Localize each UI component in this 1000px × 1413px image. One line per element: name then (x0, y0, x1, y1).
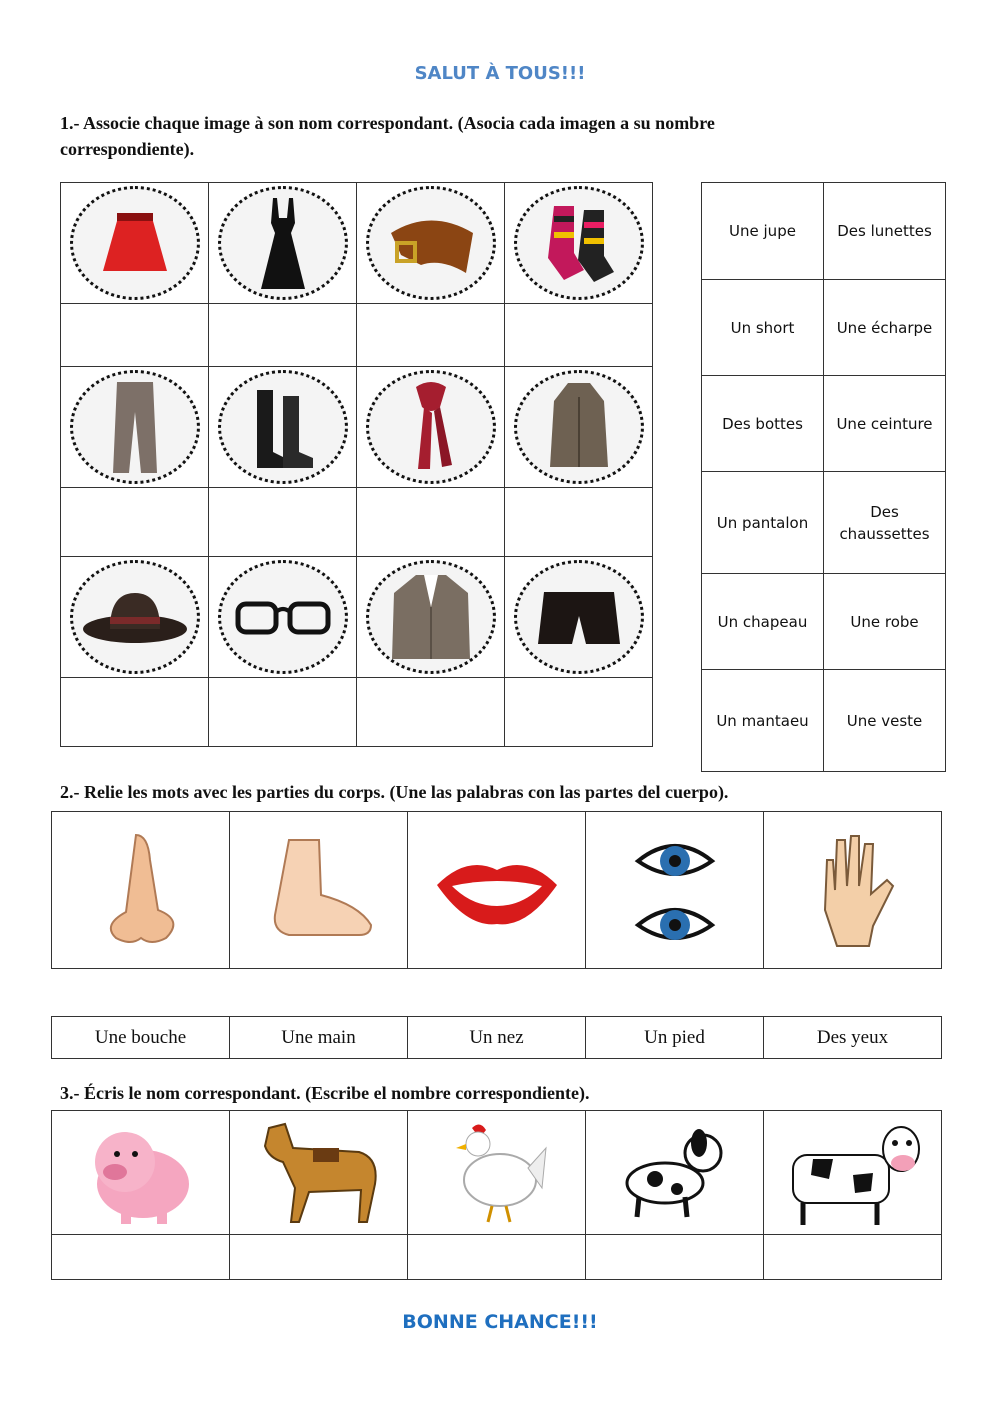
image-cell (52, 1111, 230, 1235)
word-bank-item: Un short (702, 280, 824, 376)
image-cell (586, 1111, 764, 1235)
image-cell (764, 812, 942, 969)
horse-icon (230, 1118, 407, 1228)
answer-cell[interactable] (209, 678, 357, 747)
page-title: SALUT À TOUS!!! (414, 63, 586, 84)
jacket-icon (366, 560, 496, 674)
image-cell (505, 557, 653, 678)
image-cell (61, 367, 209, 488)
image-cell (505, 183, 653, 304)
image-cell (505, 367, 653, 488)
answer-cell[interactable] (408, 1235, 586, 1280)
dress-icon (218, 186, 348, 300)
word-bank-item: Une veste (824, 670, 946, 772)
image-cell (764, 1111, 942, 1235)
answer-cell[interactable] (209, 304, 357, 367)
image-cell (357, 367, 505, 488)
belt-icon (366, 186, 496, 300)
image-cell (230, 812, 408, 969)
word-bank-item: Des lunettes (824, 183, 946, 280)
word-cell: Des yeux (764, 1017, 942, 1059)
image-cell (357, 557, 505, 678)
instruction-1-line1: 1.- Associe chaque image à son nom correspondant. (Asocia cada imagen a su nombre (60, 113, 715, 133)
word-bank (701, 182, 946, 772)
answer-cell[interactable] (764, 1235, 942, 1280)
image-cell (586, 812, 764, 969)
answer-cell[interactable] (61, 488, 209, 557)
word-bank-item: Une jupe (702, 183, 824, 280)
clothing-grid (60, 182, 653, 747)
skirt-icon (70, 186, 200, 300)
image-cell (61, 183, 209, 304)
socks-icon (514, 186, 644, 300)
answer-cell[interactable] (505, 304, 653, 367)
image-cell (61, 557, 209, 678)
hen-icon (408, 1118, 585, 1228)
image-cell (209, 367, 357, 488)
image-cell (52, 812, 230, 969)
dog-icon (586, 1123, 763, 1223)
nose-icon (52, 830, 229, 950)
answer-cell[interactable] (357, 678, 505, 747)
answer-cell[interactable] (357, 488, 505, 557)
answer-cell[interactable] (505, 488, 653, 557)
instruction-3: 3.- Écris le nom correspondant. (Escribe el nombre correspondiente). (60, 1083, 590, 1103)
image-cell (408, 812, 586, 969)
pig-icon (52, 1118, 229, 1228)
hat-icon (70, 560, 200, 674)
hand-icon (764, 830, 941, 950)
shorts-icon (514, 560, 644, 674)
instruction-2: 2.- Relie les mots avec les parties du corps. (Une las palabras con las partes del cuerpo). (60, 782, 729, 802)
mouth-icon (408, 850, 585, 930)
coat-icon (514, 370, 644, 484)
image-cell (230, 1111, 408, 1235)
image-cell (209, 183, 357, 304)
word-bank-item: Une robe (824, 574, 946, 670)
answer-cell[interactable] (52, 1235, 230, 1280)
answer-cell[interactable] (586, 1235, 764, 1280)
word-bank-item: Une écharpe (824, 280, 946, 376)
word-bank-item: Des bottes (702, 376, 824, 472)
instruction-1-line2: correspondiente). (60, 139, 195, 159)
answer-cell[interactable] (505, 678, 653, 747)
answer-cell[interactable] (61, 304, 209, 367)
body-parts-images (51, 811, 942, 969)
image-cell (357, 183, 505, 304)
word-cell: Un pied (586, 1017, 764, 1059)
glasses-icon (218, 560, 348, 674)
word-bank-item: Un mantaeu (702, 670, 824, 772)
instruction-1 (60, 110, 860, 162)
boots-icon (218, 370, 348, 484)
answer-cell[interactable] (61, 678, 209, 747)
word-cell: Un nez (408, 1017, 586, 1059)
answer-cell[interactable] (209, 488, 357, 557)
image-cell (209, 557, 357, 678)
word-bank-item: Un pantalon (702, 472, 824, 574)
foot-icon (230, 835, 407, 945)
word-bank-item: Une ceinture (824, 376, 946, 472)
eyes-icon (586, 825, 763, 955)
cow-icon (764, 1115, 941, 1231)
image-cell (408, 1111, 586, 1235)
scarf-icon (366, 370, 496, 484)
word-bank-item: Un chapeau (702, 574, 824, 670)
answer-cell[interactable] (230, 1235, 408, 1280)
trousers-icon (70, 370, 200, 484)
word-bank-item: Des chaussettes (824, 472, 946, 574)
answer-cell[interactable] (357, 304, 505, 367)
body-parts-words (51, 1016, 942, 1059)
animals-table (51, 1110, 942, 1280)
footer-text: BONNE CHANCE!!! (402, 1311, 598, 1333)
word-cell: Une main (230, 1017, 408, 1059)
word-cell: Une bouche (52, 1017, 230, 1059)
